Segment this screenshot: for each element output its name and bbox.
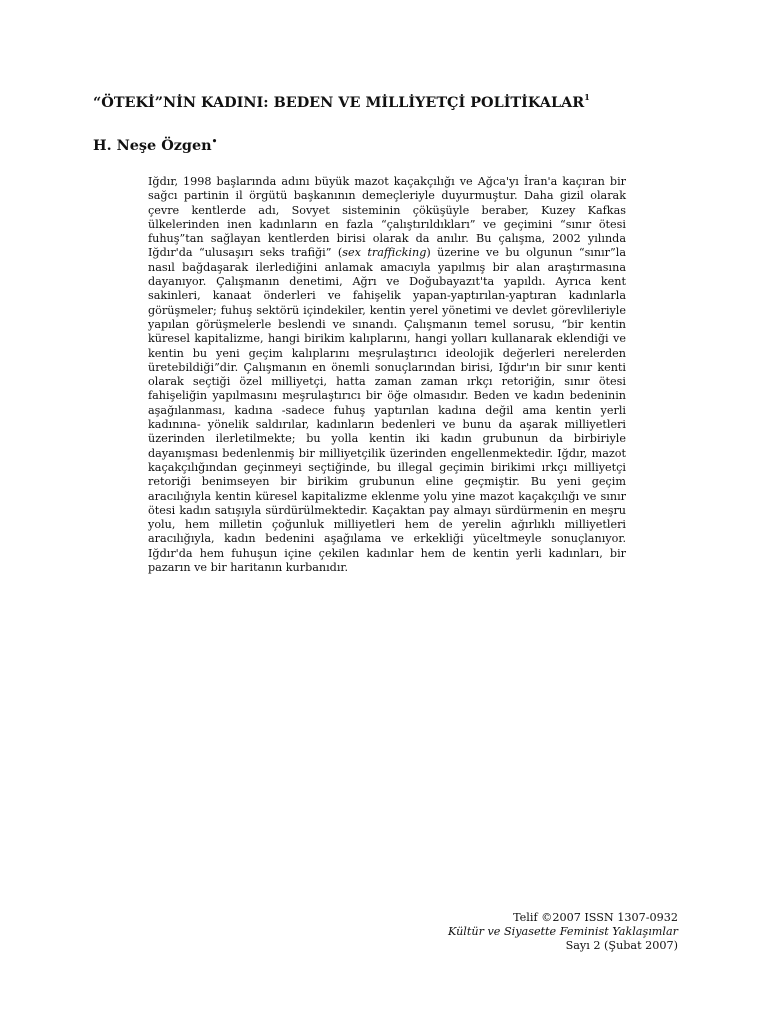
abstract-line: Iğdır, 1998 başlarında adını büyük mazot kaçakçılığı ve Ağca'yı İran'a kaçıran bir bbox=[148, 175, 626, 188]
author-name-text: H. Neşe Özgen bbox=[93, 137, 212, 154]
abstract-line: fuhuş”tan sağlayan kentlerden birisi olarak da anılır. Bu çalışma, 2002 yılında bbox=[148, 232, 626, 246]
abstract-line: olarak seçtiği özel milliyetçi, hatta zaman zaman ırkçı retoriğin, sınır ötesi bbox=[148, 375, 626, 389]
abstract-line: küresel kapitalizme, hangi birikim kalıplarını, hangi yolları kullanarak eklendiği ve bbox=[148, 332, 626, 346]
article-title bbox=[93, 93, 693, 111]
abstract-line: dayanıyor. Çalışmanın denetimi, Ağrı ve Doğubayazıt'ta yapıldı. Ayrıca kent bbox=[148, 275, 626, 289]
abstract-line: fahişeliğin yapılmasını meşrulaştırıcı bir öğe olmasıdır. Beden ve kadın bedeninin bbox=[148, 389, 626, 403]
abstract-line: aşağılanması, kadına -sadece fuhuş yaptırılan kadına değil ama kentin yerli bbox=[148, 403, 626, 417]
author-footnote-mark: • bbox=[211, 137, 218, 148]
journal-footer bbox=[448, 911, 678, 954]
article-title-text: “ÖTEKİ”NİN KADINI: BEDEN VE MİLLİYETÇİ POLİTİKALAR bbox=[93, 93, 585, 111]
abstract-line: dayanışması bedenlenmiş bir milliyetçilik üzerinden engellenmektedir. Iğdır, mazot bbox=[148, 446, 626, 460]
abstract-line: kaçakçılığından geçinmeyi seçtiğinde, bu illegal geçimin birikimi ırkçı milliyetçi bbox=[148, 460, 626, 474]
abstract-line-part: ) üzerine ve bu olgunun “sınır”la bbox=[426, 246, 626, 260]
abstract-italic-term: sex trafficking bbox=[342, 246, 427, 260]
abstract-line: sağcı partinin il örgütü başkanının demeçleriyle duyurmuştur. Daha gizil olarak bbox=[148, 189, 626, 203]
abstract-line: aracılığıyla, kadın bedenini aşağılama ve erkekliği yüceltmeyle sonuçlanıyor. bbox=[148, 532, 626, 546]
abstract-line: ötesi kadın satışıyla sürdürülmektedir. Kaçaktan pay almayı sürdürmenin en meşru bbox=[148, 503, 626, 517]
abstract bbox=[148, 175, 626, 575]
journal-name: Kültür ve Siyasette Feminist Yaklaşımlar bbox=[447, 925, 678, 939]
abstract-line-part: Iğdır'da “ulusaşırı seks trafiği” ( bbox=[148, 246, 343, 260]
abstract-line: çevre kentlerde adı, Sovyet sisteminin çöküşüyle beraber, Kuzey Kafkas bbox=[148, 203, 626, 217]
title-footnote-mark: 1 bbox=[584, 92, 590, 102]
abstract-line: ülkelerinden inen kadınların en fazla “çalıştırıldıkları” ve geçimini “sınır ötesi bbox=[148, 217, 626, 231]
issue-number: Sayı 2 (Şubat 2007) bbox=[565, 939, 678, 953]
abstract-line: üzerinden ilerletilmekte; bu yolla kentin iki kadın grubunun da birbiriyle bbox=[148, 432, 626, 446]
copyright-issn: Telif ©2007 ISSN 1307-0932 bbox=[513, 911, 678, 924]
abstract-line: kentin bu yeni geçim kalıplarını meşrulaştırıcı ideolojik değerleri nerelerden bbox=[148, 346, 626, 360]
abstract-line: yapılan görüşmelerle beslendi ve sınandı. Çalışmanın temel sorusu, “bir kentin bbox=[148, 317, 626, 331]
abstract-line: üretebildiği”dir. Çalışmanın en önemli sonuçlarından birisi, Iğdır'ın bir sınır kenti bbox=[148, 360, 626, 374]
author-name bbox=[93, 137, 217, 154]
abstract-line-mixed bbox=[148, 246, 626, 260]
abstract-line: görüşmeler; fuhuş sektörü içindekiler, kentin yerel yönetimi ve devlet görevlileriyle bbox=[148, 303, 626, 317]
abstract-line: nasıl bağdaşarak ilerlediğini anlamak amacıyla yapılmış bir alan araştırmasına bbox=[148, 260, 626, 274]
abstract-line: Iğdır'da hem fuhuşun içine çekilen kadınlar hem de kentin yerli kadınları, bir bbox=[148, 546, 626, 560]
abstract-line: sakinleri, kanaat önderleri ve fahişelik yapan-yaptırılan-yaptıran kadınlarla bbox=[148, 289, 626, 303]
abstract-line: retoriği benimseyen bir birikim grubunun eline geçmiştir. Bu yeni geçim bbox=[148, 475, 626, 489]
abstract-line: aracılığıyla kentin küresel kapitalizme eklenme yolu yine mazot kaçakçılığı ve sınır bbox=[148, 489, 626, 503]
abstract-line: yolu, hem milletin çoğunluk milliyetleri hem de yerelin ağırlıklı milliyetleri bbox=[148, 518, 626, 532]
abstract-line: kadınına- yönelik saldırılar, kadınların bedenleri ve bunu da aşarak milliyetleri bbox=[148, 418, 626, 432]
abstract-line: pazarın ve bir haritanın kurbanıdır. bbox=[148, 561, 349, 575]
